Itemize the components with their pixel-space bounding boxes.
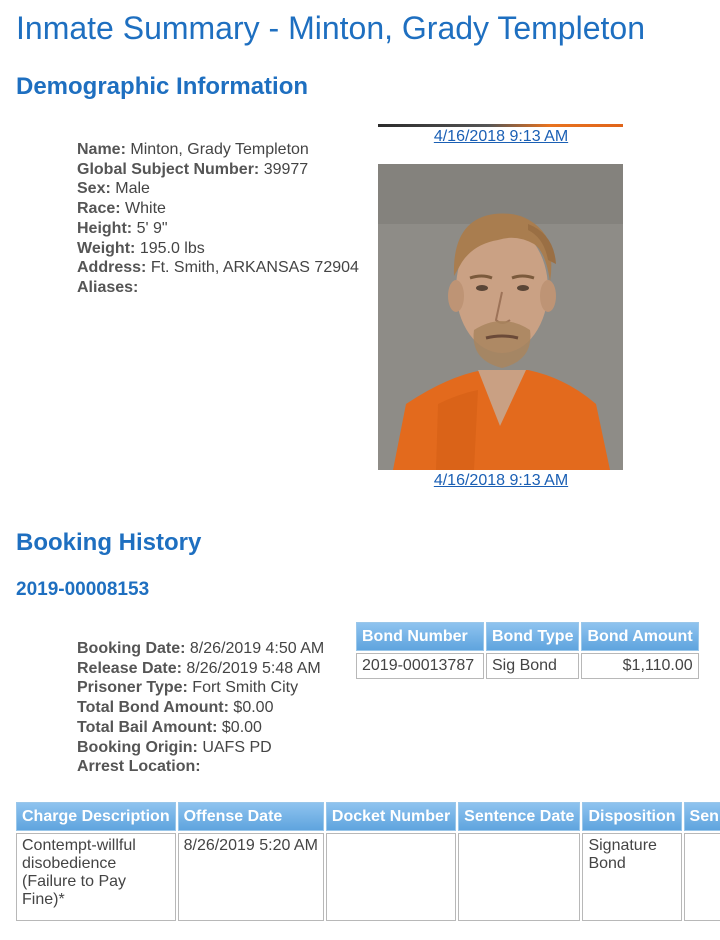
mugshot-illustration [378, 164, 623, 470]
photo-date-link-2[interactable]: 4/16/2018 9:13 AM [433, 472, 569, 489]
bond-number-cell: 2019-00013787 [356, 653, 484, 679]
table-row [16, 833, 720, 921]
col-offense-date[interactable]: Offense Date [178, 802, 324, 831]
field-prisoner-type: Prisoner Type: Fort Smith City [77, 679, 299, 697]
booking-history-heading: Booking History [16, 529, 202, 556]
mugshot-photo[interactable] [378, 164, 623, 470]
field-sex: Sex: Male [77, 180, 150, 198]
sentence-date-cell [458, 833, 580, 921]
charges-table [14, 800, 720, 923]
col-docket-number[interactable]: Docket Number [326, 802, 456, 831]
page-title: Inmate Summary - Minton, Grady Templeton [16, 10, 645, 46]
field-address: Address: Ft. Smith, ARKANSAS 72904 [77, 259, 359, 277]
field-arrest-location: Arrest Location: [77, 758, 201, 776]
col-sentence[interactable]: Sen [684, 802, 720, 831]
sentence-cell [684, 833, 720, 921]
field-total-bail-amount: Total Bail Amount: $0.00 [77, 718, 262, 736]
field-booking-date: Booking Date: 8/26/2019 4:50 AM [77, 640, 325, 657]
disposition-cell: Signature Bond [582, 833, 681, 921]
bond-type-cell: Sig Bond [486, 653, 579, 679]
bond-table-header [356, 622, 699, 651]
booking-fields [77, 639, 324, 777]
charge-description-cell: Contempt-willful disobedience (Failure to Pay Fine)* [16, 833, 176, 921]
field-height: Height: 5' 9" [77, 219, 168, 237]
field-booking-origin: Booking Origin: UAFS PD [77, 738, 272, 756]
table-row [356, 653, 699, 679]
field-aliases: Aliases: [77, 278, 139, 296]
field-race: Race: White [77, 200, 166, 218]
photo-thumbnail-strip[interactable] [378, 124, 623, 127]
col-disposition[interactable]: Disposition [582, 802, 681, 831]
bond-amount-cell: $1,110.00 [581, 653, 698, 679]
bond-table [354, 620, 701, 681]
demographic-fields [77, 140, 359, 298]
charges-table-viewport [14, 800, 720, 940]
field-weight: Weight: 195.0 lbs [77, 239, 205, 257]
offense-date-cell: 8/26/2019 5:20 AM [178, 833, 324, 921]
field-release-date: Release Date: 8/26/2019 5:48 AM [77, 659, 321, 677]
field-total-bond-amount: Total Bond Amount: $0.00 [77, 699, 274, 717]
field-name: Name: Minton, Grady Templeton [77, 141, 309, 158]
col-sentence-date[interactable]: Sentence Date [458, 802, 580, 831]
field-global-subject-number: Global Subject Number: 39977 [77, 160, 309, 178]
booking-number: 2019-00008153 [16, 579, 150, 600]
photo-date-link-1[interactable]: 4/16/2018 9:13 AM [433, 128, 569, 145]
col-charge-description[interactable]: Charge Description [16, 802, 176, 831]
docket-number-cell [326, 833, 456, 921]
demographics-heading: Demographic Information [16, 73, 309, 100]
col-bond-type[interactable]: Bond Type [486, 622, 579, 651]
col-bond-amount[interactable]: Bond Amount [581, 622, 698, 651]
col-bond-number[interactable]: Bond Number [356, 622, 484, 651]
charges-table-header [16, 802, 720, 831]
